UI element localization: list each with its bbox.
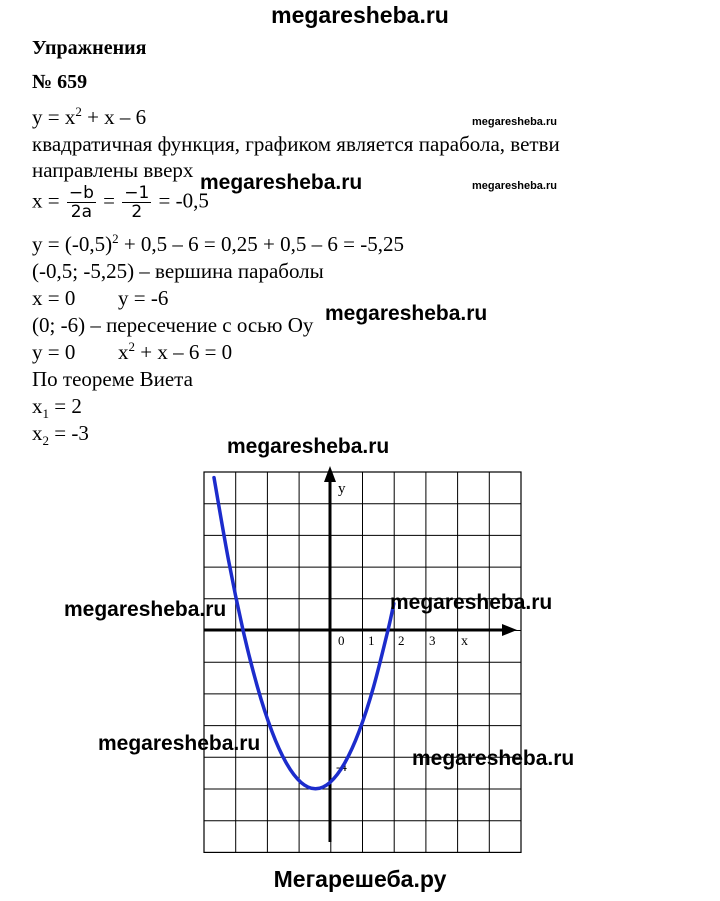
vertex-y-formula: $y = (-0,5)^2 + 0,5 - 6 = 0,25 + 0,5 - 6 = -5,25$: [32, 231, 404, 256]
watermark-2: megaresheba.ru: [325, 302, 488, 325]
tick-label-3: 3: [429, 633, 436, 648]
axes: [204, 466, 517, 842]
fraction-minus1-over-2: $\frac{-1}{2}$: [124, 183, 150, 222]
function-line: $y = x^2 + x - 6$: [32, 104, 147, 129]
watermark-5: megaresheba.ru: [390, 591, 553, 614]
vieta-line: По теореме Виета: [32, 367, 193, 391]
y-intercept-line: (0; -6) – пересечение с осью Oy: [32, 313, 314, 337]
tick-label-minus4: -4: [336, 759, 347, 774]
header-site-title: megaresheba.ru: [271, 2, 449, 28]
x-axis-label: x: [461, 634, 468, 649]
vertex-point: (-0,5; -5,25) – вершина параболы: [32, 259, 324, 283]
watermark-small-1: megaresheba.ru: [472, 116, 557, 128]
tick-label-1: 1: [368, 633, 375, 648]
y-axis-arrow: [324, 466, 336, 482]
description-line-1: квадратичная функция, графиком является парабола, ветви: [32, 132, 560, 156]
task-number: № 659: [32, 71, 88, 93]
watermark-4: megaresheba.ru: [64, 598, 227, 621]
root-1: $x_1 = 2$: [32, 394, 82, 422]
section-title: Упражнения: [32, 37, 147, 59]
description-line-2: направлены вверх: [32, 158, 194, 182]
watermark-3: megaresheba.ru: [227, 435, 390, 458]
watermark-6: megaresheba.ru: [98, 732, 261, 755]
x-axis-arrow: [502, 624, 517, 636]
tick-label-2: 2: [398, 633, 405, 648]
y-axis-label: y: [338, 481, 346, 497]
watermark-1: megaresheba.ru: [200, 171, 363, 194]
fraction-b-over-2a: $\frac{-b}{2a}$: [68, 183, 94, 222]
x-zero-line: x = 0 y = -6: [32, 286, 169, 310]
vertex-x-formula: x = $\frac{-b}{2a}$ = $\frac{-1}{2}$ = -0,5: [32, 183, 209, 222]
footer-site-title: Мегарешеба.ру: [273, 866, 447, 892]
tick-labels: [336, 481, 468, 774]
y-zero-line: y = 0 $x^2 + x - 6 = 0$: [32, 339, 233, 364]
tick-label-0: 0: [338, 633, 345, 648]
root-2: $x_2 = -3$: [32, 421, 89, 449]
watermark-7: megaresheba.ru: [412, 747, 575, 770]
watermark-small-2: megaresheba.ru: [472, 180, 557, 192]
